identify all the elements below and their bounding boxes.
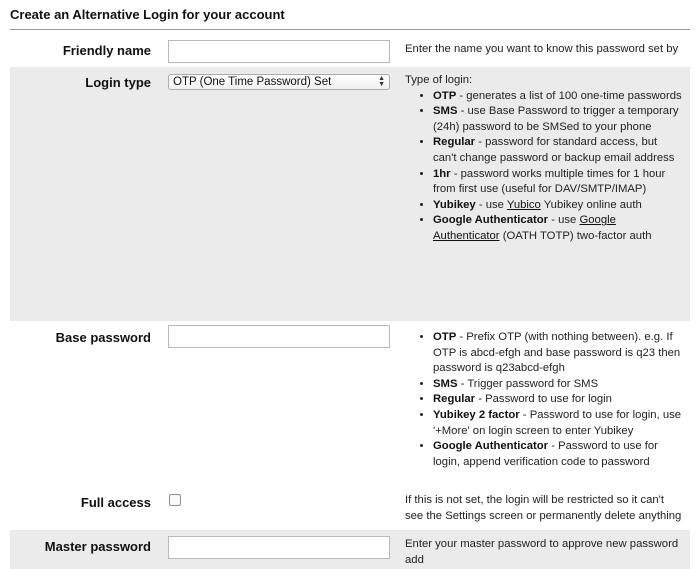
full-access-label: Full access bbox=[80, 495, 151, 510]
list-item: • Regular - password for standard access, but can't change password or backup email address bbox=[433, 135, 682, 166]
full-access-row bbox=[10, 486, 690, 530]
master-password-help: Enter your master password to approve new password add bbox=[403, 530, 690, 569]
alt-login-form bbox=[10, 30, 690, 569]
list-item: • Google Authenticator - Password to use for login, append verification code to password bbox=[433, 439, 682, 470]
login-type-row bbox=[10, 67, 690, 321]
list-item: • Yubikey - use Yubico Yubikey online auth bbox=[433, 198, 682, 214]
list-item: • SMS - use Base Password to trigger a temporary (24h) password to be SMSed to your phone bbox=[433, 104, 682, 135]
list-item: • OTP - generates a list of 100 one-time passwords bbox=[433, 89, 682, 105]
friendly-name-row bbox=[10, 30, 690, 67]
base-password-label: Base password bbox=[55, 330, 151, 345]
list-item: • 1hr - password works multiple times for 1 hour from first use (useful for DAV/SMTP/IMAP) bbox=[433, 167, 682, 198]
login-type-label: Login type bbox=[10, 67, 160, 321]
select-arrows-icon: ▲ ▼ bbox=[378, 75, 385, 88]
section-title: Create an Alternative Login for your account bbox=[10, 7, 285, 22]
google-authenticator-link[interactable]: Google Authenticator bbox=[433, 214, 616, 242]
login-type-options-list bbox=[405, 89, 682, 245]
login-type-help-intro: Type of login: bbox=[405, 74, 473, 86]
master-password-row bbox=[10, 530, 690, 569]
friendly-name-help: Enter the name you want to know this password set by bbox=[405, 43, 679, 55]
full-access-checkbox[interactable] bbox=[169, 494, 181, 506]
list-item: • Regular - Password to use for login bbox=[433, 392, 682, 408]
friendly-name-input[interactable] bbox=[168, 40, 390, 63]
login-type-select[interactable] bbox=[168, 74, 390, 90]
base-password-row bbox=[10, 321, 690, 486]
list-item: • OTP - Prefix OTP (with nothing between). e.g. If OTP is abcd-efgh and base password is q23 then password is q23abcd-efgh bbox=[433, 330, 682, 377]
list-item: • SMS - Trigger password for SMS bbox=[433, 377, 682, 393]
master-password-input[interactable] bbox=[168, 536, 390, 559]
base-password-input[interactable] bbox=[168, 325, 390, 348]
friendly-name-label: Friendly name bbox=[62, 43, 151, 58]
list-item: • Yubikey 2 factor - Password to use for login, use '+More' on login screen to enter Yubikey bbox=[433, 408, 682, 439]
base-password-options-list bbox=[405, 330, 682, 470]
yubico-link[interactable]: Yubico bbox=[506, 198, 541, 211]
full-access-help: If this is not set, the login will be restricted so it can't see the Settings screen or permanently delete anything bbox=[405, 494, 682, 522]
list-item: • Google Authenticator - use Google Authenticator (OATH TOTP) two-factor auth bbox=[433, 213, 682, 244]
login-type-selected: OTP (One Time Password) Set bbox=[173, 76, 332, 88]
master-password-label: Master password bbox=[10, 530, 160, 569]
